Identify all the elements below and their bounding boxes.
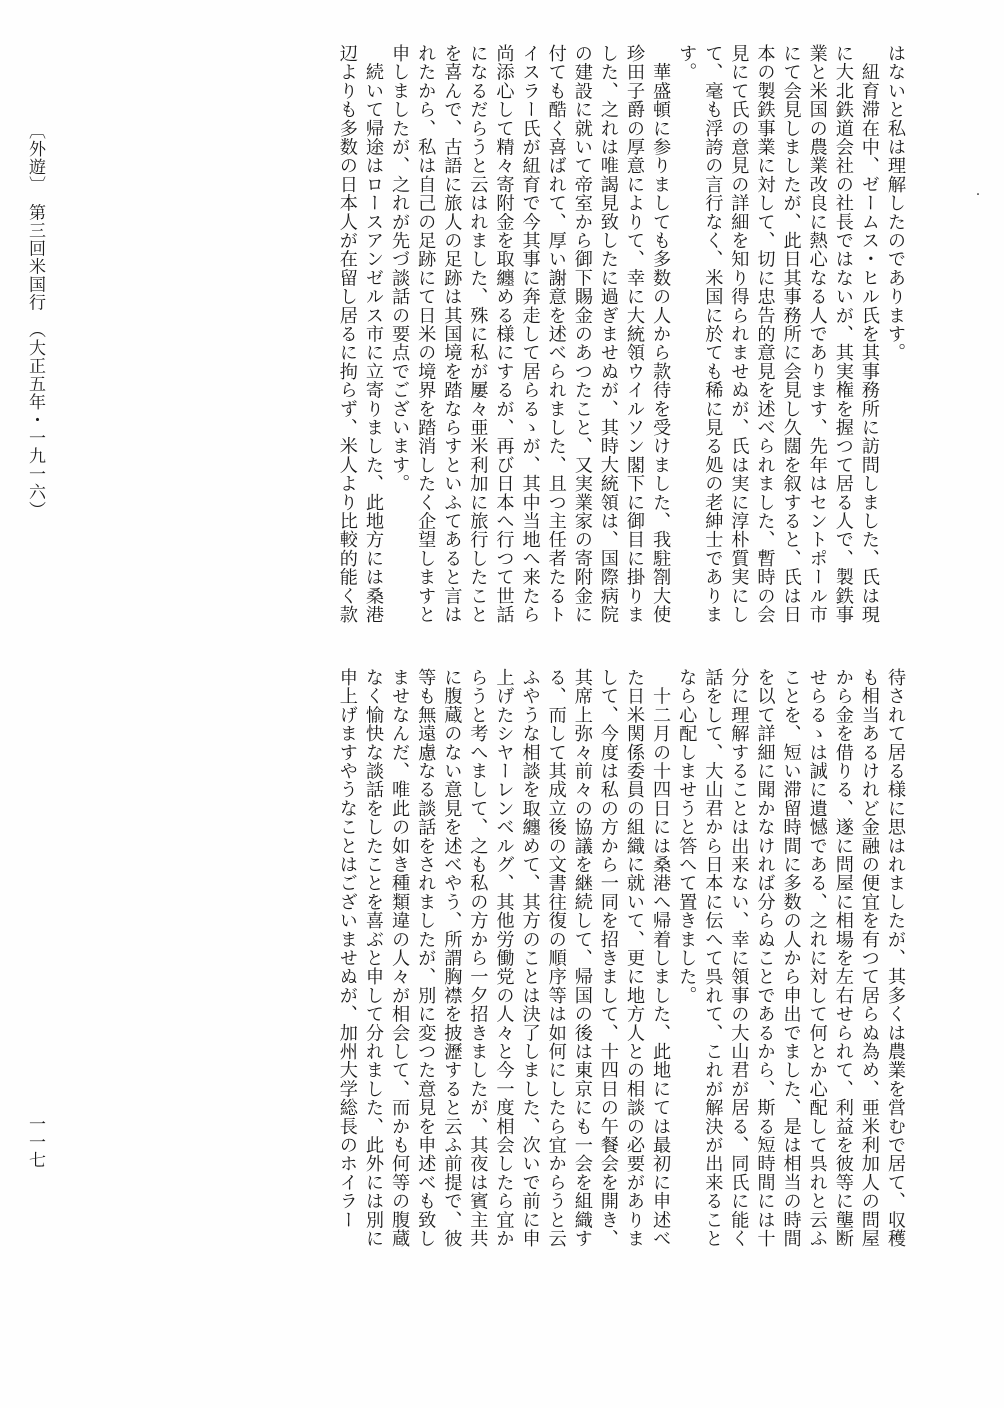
upper-text-column: を喜んで、古語に旅人の足跡は其国境を踏ならすといふてあると言は — [441, 44, 463, 624]
upper-text-column: 続いて帰途はロースアンゼルス市に立寄りました、此地方には桑港 — [363, 44, 384, 624]
upper-text-column: 本の製鉄事業に対して、切に忠告的意見を述べられました、暫時の会 — [754, 44, 776, 624]
lower-text-column: ことを、短い滞留時間に多数の人から申出でました、是は相当の時間 — [780, 668, 802, 1248]
lower-text-column: して、今度は私の方から一同を招きまして、十四日の午餐会を開き、 — [597, 668, 619, 1248]
lower-text-column: た日米関係委員の組織に就いて、更に地方人との相談の必要がありま — [624, 668, 645, 1248]
upper-text-column: 紐育滞在中、ゼームス・ヒル氏を其事務所に訪問しました、氏は現 — [858, 44, 880, 624]
lower-text-column: 其席上弥々前々の協議を継続して、帰国の後は東京にも一会を組織す — [571, 668, 593, 1248]
lower-text-column: 等も無遠慮なる談話をされましたが、別に変つた意見を申述べも致し — [415, 668, 437, 1248]
lower-text-column: を以て詳細に聞かなければ分らぬことであるから、斯る短時間には十 — [754, 668, 776, 1248]
upper-text-column: 申しましたが、之れが先づ談話の要点でございます。 — [389, 44, 411, 493]
lower-text-column: 上げたシヤーレンベルグ、其他労働党の人々と今一度相会したら宜か — [493, 668, 515, 1248]
lower-text-column: も相当あるけれど金融の便宜を有つて居らぬ為め、亜米利加人の問屋 — [858, 668, 880, 1248]
lower-text-column: なら心配しませうと答へて置きました。 — [676, 668, 698, 1005]
lower-text-column: に腹蔵のない意見を述べやう、所謂胸襟を披瀝すると云ふ前提で、彼 — [441, 668, 463, 1248]
upper-text-column: にて会見しましたが、此日其事務所に会見し久闊を叙すると、氏は日 — [780, 44, 802, 624]
lower-text-column: ませなんだ、唯此の如き種類違の人々が相会して、而かも何等の腹蔵 — [389, 668, 411, 1248]
lower-text-column: から金を借りる、遂に問屋に相場を左右せられて、利益を彼等に壟断 — [832, 668, 854, 1248]
upper-text-column: 尚添心して精々寄附金を取纏める様にするが、再び日本へ行つて世話 — [493, 44, 515, 624]
upper-text-column: れたから、私は自己の足跡にて日米の境界を踏消したく企望しますと — [415, 44, 437, 624]
upper-text-column: 辺よりも多数の日本人が在留し居るに拘らず、米人より比較的能く款 — [336, 44, 358, 624]
upper-text-column: の建設に就いて帝室から御下賜金のあつたこと、又実業家の寄附金に — [571, 44, 593, 624]
upper-text-column: 見にて氏の意見の詳細を知り得られませぬが、氏は実に淳朴質実にし — [728, 44, 750, 624]
upper-text-column: イスラー氏が紐育で今其事に奔走して居らるゝが、其中当地へ来たら — [519, 44, 541, 624]
margin-mark: ・ — [973, 190, 983, 201]
upper-text-column: す。 — [676, 44, 698, 82]
upper-text-column: になるだらうと云はれました、殊に私が屢々亜米利加に旅行したこと — [467, 44, 489, 624]
page-number: 一一七 — [25, 1115, 45, 1169]
upper-text-column: 華盛頓に参りましても多数の人から款待を受けました、我駐劄大使 — [650, 44, 672, 624]
lower-text-column: なく愉快な談話をしたことを喜ぶと申して分れました、此外には別に — [363, 668, 384, 1248]
lower-text-column: 十二月の十四日には桑港へ帰着しました、此地にては最初に申述べ — [650, 668, 672, 1248]
upper-text-column: はないと私は理解したのであります。 — [885, 44, 906, 362]
upper-text-column: 珍田子爵の厚意によりて、幸に大統領ウイルソン閣下に御目に掛りま — [624, 44, 645, 624]
lower-text-column: 分に理解することは出来ない、幸に領事の大山君が居る、同氏に能く — [728, 668, 750, 1248]
upper-text-column: に大北鉄道会社の社長ではないが、其実権を握つて居る人で、製鉄事 — [832, 44, 854, 624]
upper-text-column: 業と米国の農業改良に熱心なる人であります、先年はセントポール市 — [806, 44, 828, 624]
lower-text-column: 話をして、大山君から日本に伝へて呉れて、これが解決が出来ること — [702, 668, 724, 1248]
upper-text-column: した、之れは唯謁見致したに過ぎませぬが、其時大統領は、国際病院 — [597, 44, 619, 624]
lower-text-column: 申上げますやうなことはございませぬが、加州大学総長のホイラー — [336, 668, 358, 1229]
lower-text-column: る、而して其成立後の文書往復の順序等は如何にしたら宜からうと云 — [545, 668, 567, 1248]
upper-text-column: 付ても酷く喜ばれて、厚い謝意を述べられました、且つ主任者たるト — [545, 44, 567, 624]
upper-text-column: て、毫も浮誇の言行なく、米国に於ても稀に見る処の老紳士でありま — [702, 44, 724, 624]
running-head: 〔外遊〕 第三回米国行 （大正五年・一九一六） — [25, 122, 45, 519]
lower-text-column: らうと考へまして、之も私の方から一夕招きましたが、其夜は賓主共 — [467, 668, 489, 1248]
lower-text-column: ふやうな相談を取纏めて、其方のことは決了しました、次いで前に申 — [519, 668, 541, 1248]
lower-text-column: せらるゝは誠に遺憾である、之れに対して何とか心配して呉れと云ふ — [806, 668, 828, 1248]
lower-text-column: 待されて居る様に思はれましたが、其多くは農業を営むで居て、収穫 — [885, 668, 906, 1248]
